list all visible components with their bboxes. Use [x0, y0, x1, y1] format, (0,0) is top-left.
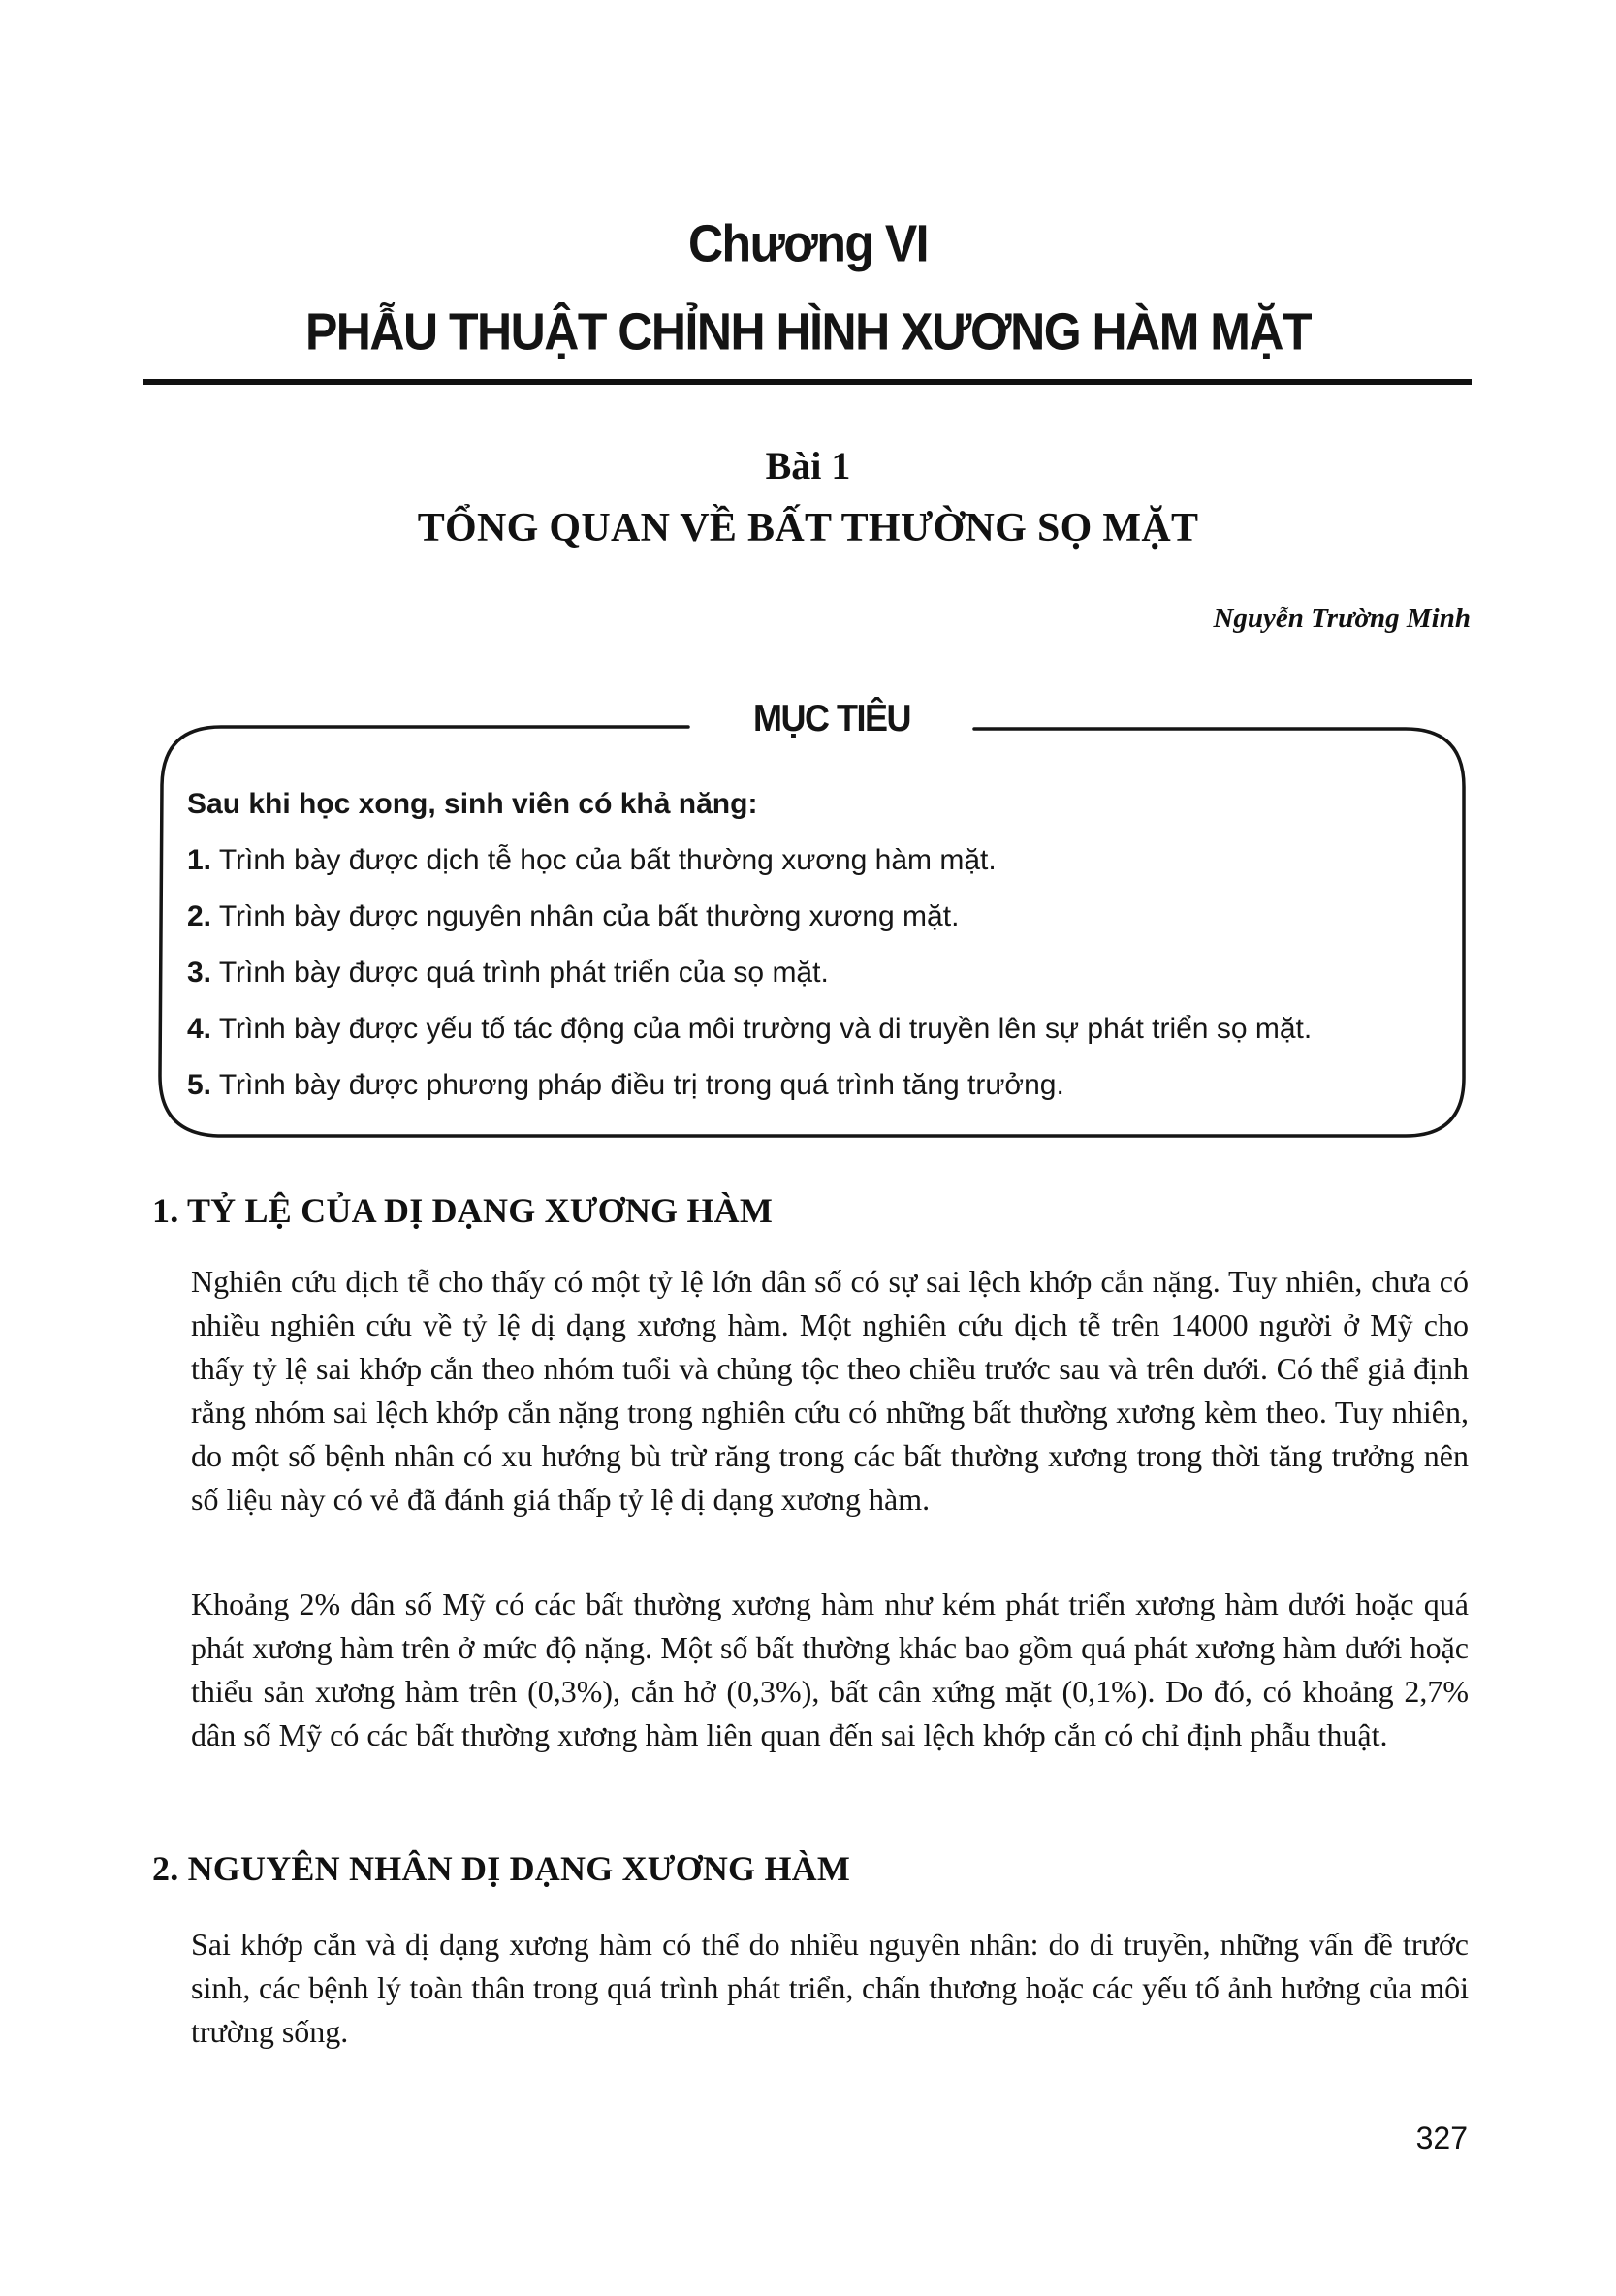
paragraph: Khoảng 2% dân số Mỹ có các bất thường xương hàm như kém phát triển xương hàm dưới hoặc quá phát xương hàm trên ở mức độ nặng. Một số bất thường khác bao gồm quá phát xương hàm dưới hoặc thiểu sản xương hàm trên (0,3%), cắn hở (0,3%), bất cân xứng mặt (0,1%). Do đó, có khoảng 2,7% dân số Mỹ có các bất thường xương hàm liên quan đến sai lệch khớp cắn có chỉ định phẫu thuật. [191, 1587, 1469, 1752]
objectives-intro: Sau khi học xong, sinh viên có khả năng: [187, 788, 758, 820]
list-item: 2. Trình bày được nguyên nhân của bất thường xương mặt. [187, 900, 960, 932]
paragraph: Sai khớp cắn và dị dạng xương hàm có thể do nhiều nguyên nhân: do di truyền, những vấn đề trước sinh, các bệnh lý toàn thân trong quá trình phát triển, chấn thương hoặc các yếu tố ảnh hưởng của môi trường sống. [191, 1927, 1469, 2049]
objectives-heading: MỤC TIÊU [753, 696, 910, 739]
list-item: 5. Trình bày được phương pháp điều trị trong quá trình tăng trưởng. [187, 1069, 1064, 1101]
paragraph: Nghiên cứu dịch tễ cho thấy có một tỷ lệ lớn dân số có sự sai lệch khớp cắn nặng. Tuy nhiên, chưa có nhiều nghiên cứu về tỷ lệ dị dạng xương hàm. Một nghiên cứu dịch tễ trên 14000 người ở Mỹ cho thấy tỷ lệ sai khớp cắn theo nhóm tuổi và chủng tộc theo chiều trước sau và trên dưới. Có thể giả định rằng nhóm sai lệch khớp cắn nặng trong nghiên cứu có những bất thường xương kèm theo. Tuy nhiên, do một số bệnh nhân có xu hướng bù trừ răng trong các bất thường xương trong thời tăng trưởng nên số liệu này có vẻ đã đánh giá thấp tỷ lệ dị dạng xương hàm. [191, 1264, 1469, 1517]
section-heading-1: 1. TỶ LỆ CỦA DỊ DẠNG XƯƠNG HÀM [152, 1191, 774, 1230]
objectives-content [187, 785, 1447, 1105]
chapter-title: PHẪU THUẬT CHỈNH HÌNH XƯƠNG HÀM MẶT [304, 301, 1312, 362]
lesson-label: Bài 1 [765, 444, 851, 488]
chapter-label: Chương VI [687, 213, 929, 273]
page-number: 327 [1415, 2121, 1468, 2155]
list-item: 1. Trình bày được dịch tễ học của bất thường xương hàm mặt. [187, 844, 997, 876]
objectives-list [187, 841, 1447, 1105]
list-item: 4. Trình bày được yếu tố tác động của môi trường và di truyền lên sự phát triển sọ mặt. [187, 1013, 1313, 1045]
lesson-title: TỔNG QUAN VỀ BẤT THƯỜNG SỌ MẶT [417, 506, 1199, 550]
list-item: 3. Trình bày được quá trình phát triển của sọ mặt. [187, 957, 829, 989]
section-heading-2: 2. NGUYÊN NHÂN DỊ DẠNG XƯƠNG HÀM [152, 1849, 851, 1888]
author-name: Nguyễn Trường Minh [1213, 603, 1471, 634]
